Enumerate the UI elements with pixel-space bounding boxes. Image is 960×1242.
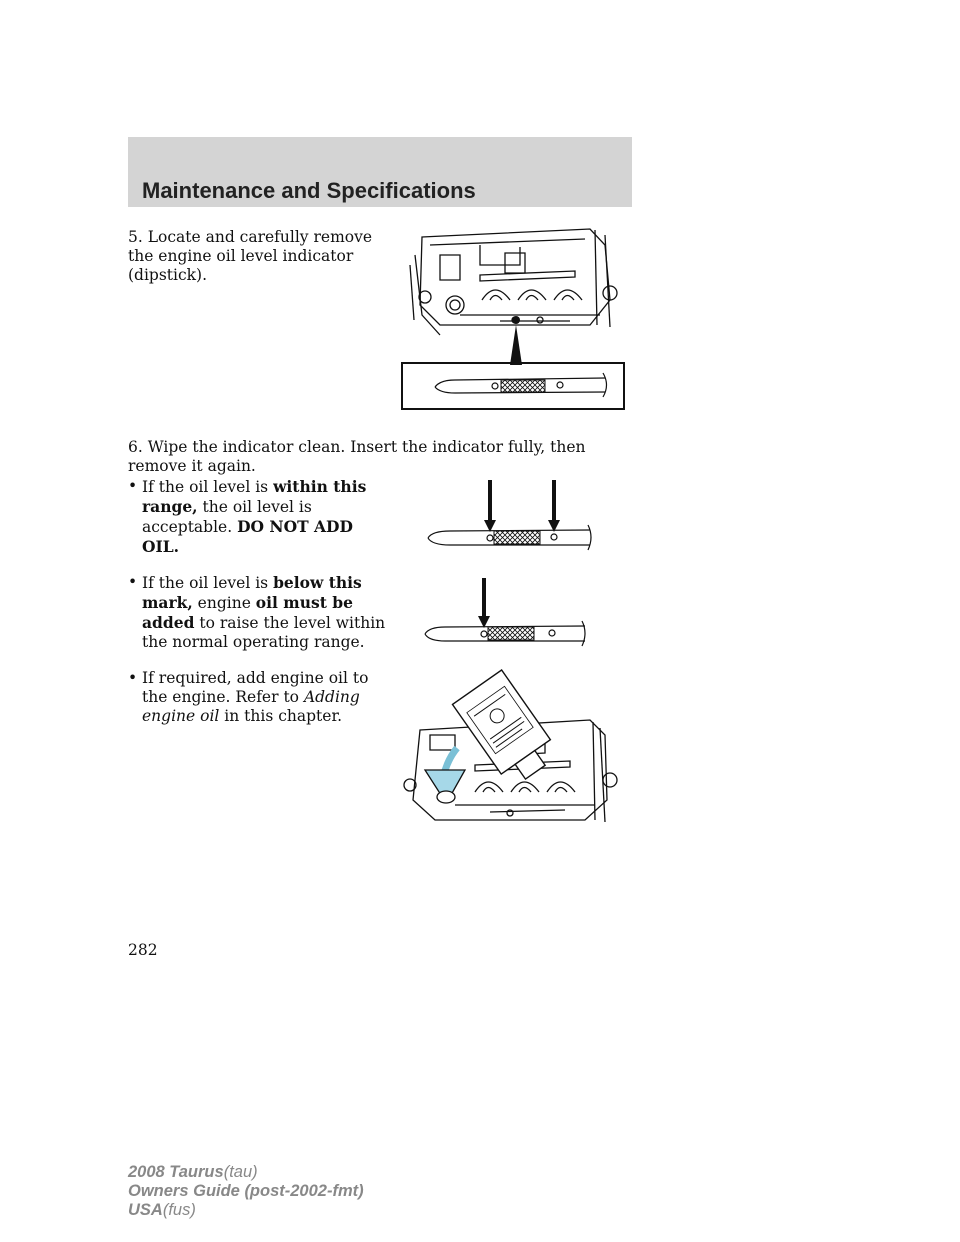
footer-market: USA [128,1201,163,1219]
bullet-1-mid: the oil level is acceptable. [142,498,312,536]
bullet-1-bold2: DO NOT ADD OIL. [142,517,353,556]
bullet-3-suffix: in this chapter. [219,707,343,725]
bullet-marker: • [128,573,138,591]
engine-dipstick-figure [400,225,630,415]
dipstick-range-figure [420,475,600,555]
bullet-add-oil [142,669,382,726]
footer-model-code: (tau) [223,1163,258,1181]
add-oil-figure [395,660,625,835]
bullet-marker: • [128,669,138,687]
bullet-2-bold1: below this mark, [142,573,362,612]
bullet-2-prefix: If the oil level is [142,574,274,592]
bullet-2-suffix: to raise the level within the normal operating range. [142,614,386,651]
bullet-2-mid: engine [192,594,256,612]
bullet-3-prefix: If required, add engine oil to the engine. Refer to [142,669,369,706]
page-title: Maintenance and Specifications [142,178,476,203]
bullet-within-range [142,477,382,557]
bullet-1-bold1: within this range, [142,477,367,516]
bullet-1-prefix: If the oil level is [142,478,274,496]
footer-model: 2008 Taurus [128,1163,224,1181]
bullet-marker: • [128,477,138,495]
page-number: 282 [128,941,158,959]
bullet-3-italic: Adding engine oil [142,688,360,725]
dipstick-below-figure [420,575,600,650]
step-6-text: 6. Wipe the indicator clean. Insert the indicator fully, then remove it again. [128,438,586,475]
bullet-below-mark [142,573,387,652]
bullet-2-bold2: oil must be added [142,593,353,632]
footer-line-2: Owners Guide (post-2002-fmt) [128,1182,364,1200]
footer [128,1163,364,1220]
footer-line-1 [128,1163,364,1182]
step-5-text: 5. Locate and carefully remove the engine oil level indicator (dipstick). [128,228,373,284]
footer-market-code: (fus) [162,1201,196,1219]
footer-line-3 [128,1201,364,1220]
